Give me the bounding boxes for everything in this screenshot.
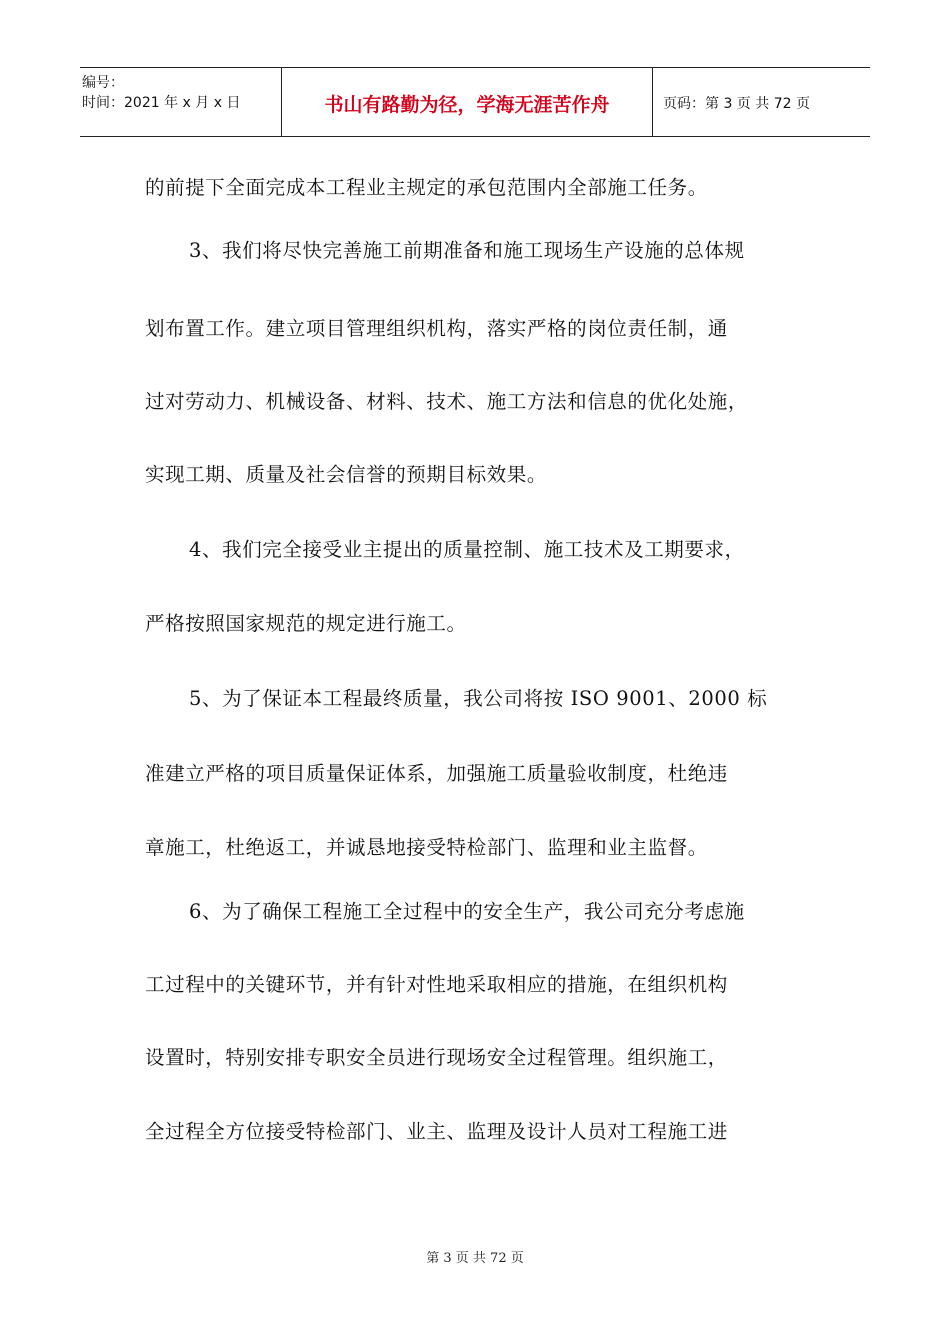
header-motto-cell (282, 68, 653, 136)
body-line: 过对劳动力、机械设备、材料、技术、施工方法和信息的优化处施， (145, 390, 749, 413)
document-date-label: 时间：2021 年 x 月 x 日 (82, 95, 241, 111)
document-number-label: 编号： (82, 75, 124, 91)
body-line: 4、我们完全接受业主提出的质量控制、施工技术及工期要求， (189, 538, 745, 561)
header-page-cell (653, 68, 870, 136)
body-line: 的前提下全面完成本工程业主规定的承包范围内全部施工任务。 (145, 176, 708, 199)
body-line: 章施工，杜绝返工，并诚恳地接受特检部门、监理和业主监督。 (145, 836, 708, 859)
header-info-cell (80, 68, 282, 136)
body-line: 严格按照国家规范的规定进行施工。 (145, 612, 467, 635)
body-line: 划布置工作。建立项目管理组织机构，落实严格的岗位责任制，通 (145, 317, 728, 340)
body-line: 实现工期、质量及社会信誉的预期目标效果。 (145, 463, 548, 486)
header-page-number: 页码：第 3 页 共 72 页 (663, 96, 810, 112)
body-line: 3、我们将尽快完善施工前期准备和施工现场生产设施的总体规 (189, 239, 745, 262)
body-line: 全过程全方位接受特检部门、业主、监理及设计人员对工程施工进 (145, 1120, 728, 1143)
body-line: 工过程中的关键环节，并有针对性地采取相应的措施，在组织机构 (145, 973, 728, 996)
header-motto: 书山有路勤为径，学海无涯苦作舟 (324, 94, 610, 116)
body-line: 6、为了确保工程施工全过程中的安全生产，我公司充分考虑施 (189, 900, 745, 923)
page-footer: 第 3 页 共 72 页 (426, 1251, 524, 1266)
body-line: 5、为了保证本工程最终质量，我公司将按 ISO 9001、2000 标 (189, 687, 768, 710)
page-header (80, 67, 870, 137)
body-line: 准建立严格的项目质量保证体系，加强施工质量验收制度，杜绝违 (145, 762, 728, 785)
body-line: 设置时，特别安排专职安全员进行现场安全过程管理。组织施工， (145, 1046, 728, 1069)
